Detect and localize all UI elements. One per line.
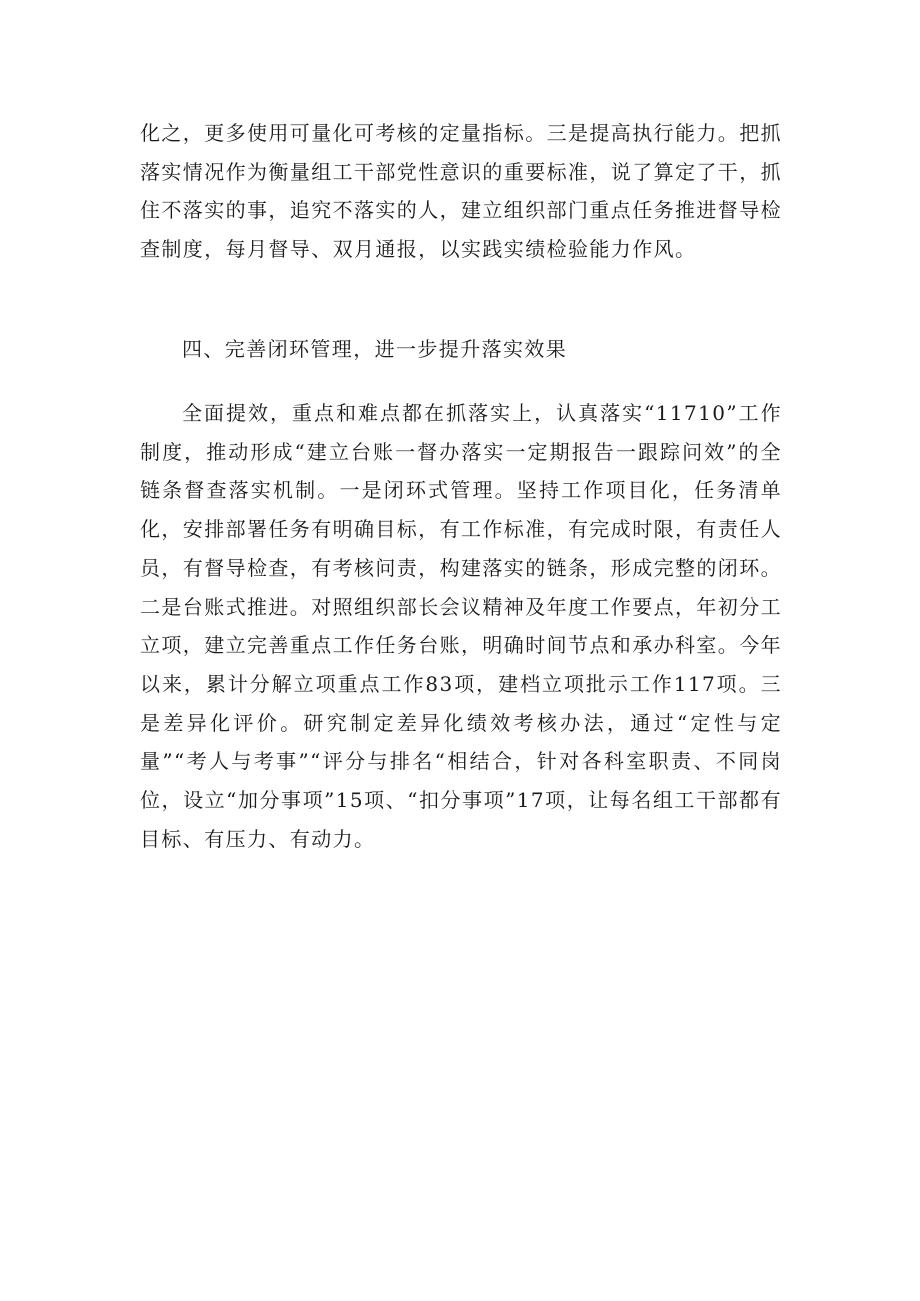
section-heading: 四、完善闭环管理，进一步提升落实效果 [182,337,568,361]
body-paragraph-continued: 化之，更多使用可量化可考核的定量指标。三是提高执行能力。把抓落实情况作为衡量组工干部党性意识的重要标准，说了算定了干，抓住不落实的事，追究不落实的人，建立组织部门重点任务推进督导检查制度，每月督导、双月通报，以实践实绩检验能力作风。 [140,121,782,262]
body-paragraph-section-4: 全面提效，重点和难点都在抓落实上，认真落实“11710”工作制度，推动形成“建立台账一督办落实一定期报告一跟踪问效”的全链条督查落实机制。一是闭环式管理。坚持工作项目化，任务清单化，安排部署任务有明确目标，有工作标准，有完成时限，有责任人员，有督导检查，有考核问责，构建落实的链条，形成完整的闭环。二是台账式推进。对照组织部长会议精神及年度工作要点，年初分工立项，建立完善重点工作任务台账，明确时间节点和承办科室。今年以来，累计分解立项重点工作83项，建档立项批示工作117项。三是差异化评价。研究制定差异化绩效考核办法，通过“定性与定量”“考人与考事”“评分与排名“相结合，针对各科室职责、不同岗位，设立“加分事项”15项、“扣分事项”17项，让每名组工干部都有目标、有压力、有动力。 [140,401,782,851]
